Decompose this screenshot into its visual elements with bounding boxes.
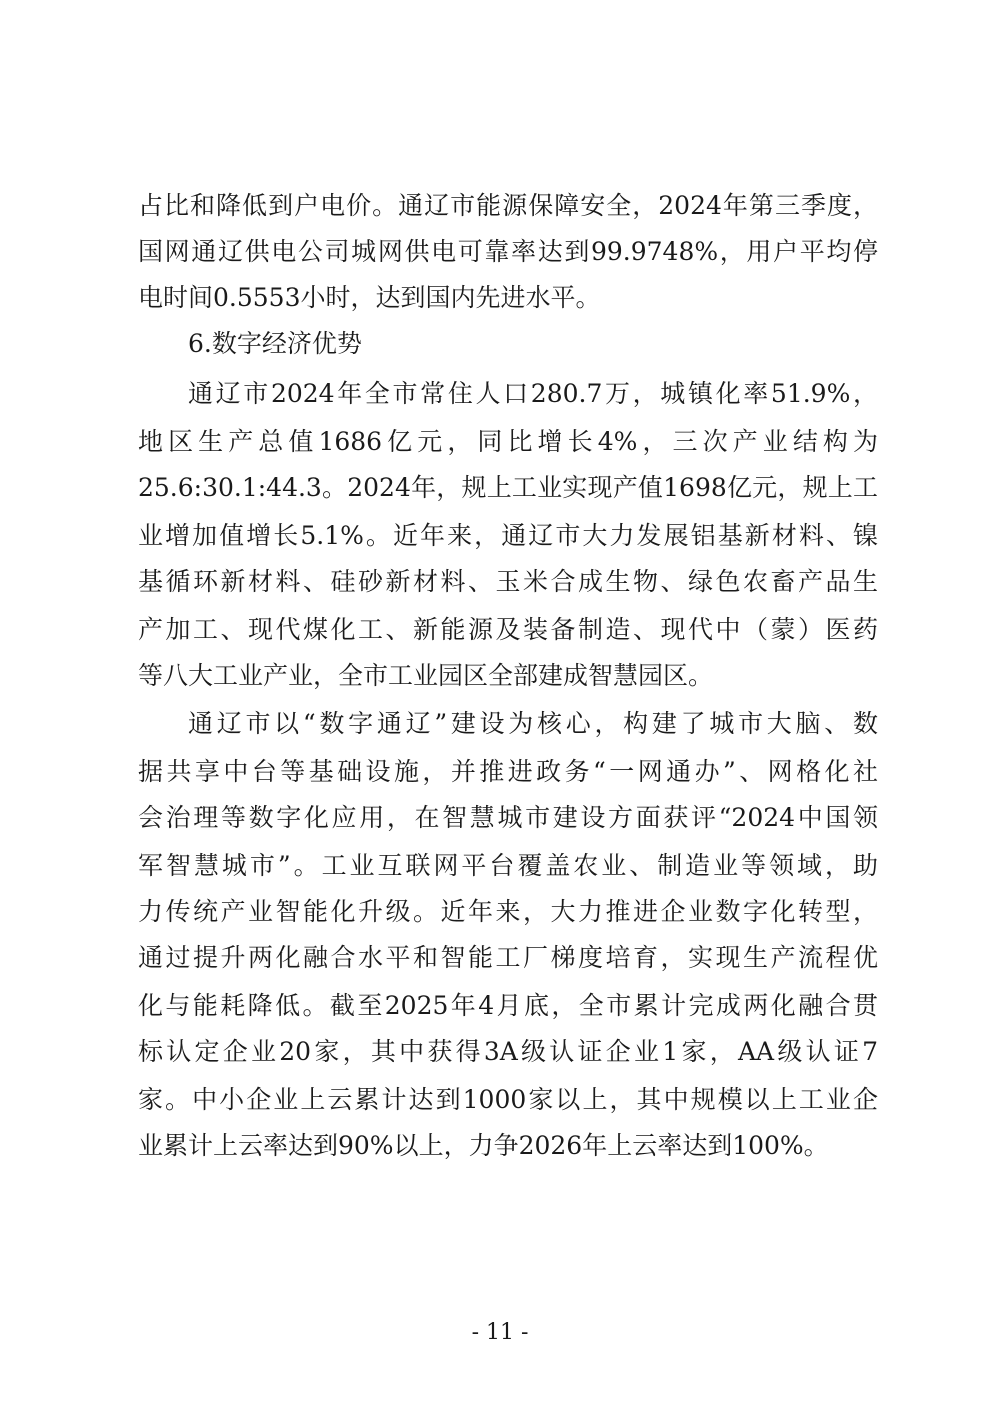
- paragraph-line: 据共享中台等基础设施，并推进政务“一网通办”、网格化社: [138, 757, 878, 786]
- paragraph-line: 业增加值增长5.1%。近年来，通辽市大力发展铝基新材料、镍: [138, 521, 878, 550]
- paragraph-line: 等八大工业产业，全市工业园区全部建成智慧园区。: [138, 661, 714, 690]
- paragraph-line: 化与能耗降低。截至2025年4月底，全市累计完成两化融合贯: [138, 991, 878, 1020]
- paragraph-line: 军智慧城市”。工业互联网平台覆盖农业、制造业等领域，助: [138, 851, 878, 880]
- paragraph-line: 业累计上云率达到90%以上，力争2026年上云率达到100%。: [138, 1131, 829, 1160]
- paragraph-line: 国网通辽供电公司城网供电可靠率达到99.9748%，用户平均停: [138, 237, 878, 266]
- section-heading: 6.数字经济优势: [188, 329, 362, 358]
- paragraph-line: 会治理等数字化应用，在智慧城市建设方面获评“2024中国领: [138, 803, 878, 832]
- paragraph-line: 电时间0.5553小时，达到国内先进水平。: [138, 283, 601, 312]
- paragraph-line: 产加工、现代煤化工、新能源及装备制造、现代中（蒙）医药: [138, 615, 878, 644]
- paragraph-line: 家。中小企业上云累计达到1000家以上，其中规模以上工业企: [138, 1085, 878, 1114]
- paragraph-line: 通过提升两化融合水平和智能工厂梯度培育，实现生产流程优: [138, 943, 878, 972]
- paragraph-line: 基循环新材料、硅砂新材料、玉米合成生物、绿色农畜产品生: [138, 567, 878, 596]
- paragraph-line: 通辽市以“数字通辽”建设为核心，构建了城市大脑、数: [188, 709, 878, 738]
- paragraph-line: 标认定企业20家，其中获得3A级认证企业1家，AA级认证7: [138, 1037, 878, 1066]
- paragraph-line: 地区生产总值1686亿元，同比增长4%，三次产业结构为: [138, 427, 878, 456]
- paragraph-line: 占比和降低到户电价。通辽市能源保障安全，2024年第三季度，: [138, 191, 878, 220]
- page-number: - 11 -: [471, 1320, 529, 1345]
- paragraph-line: 25.6:30.1:44.3。2024年，规上工业实现产值1698亿元，规上工: [138, 473, 878, 502]
- paragraph-line: 通辽市2024年全市常住人口280.7万，城镇化率51.9%，: [188, 379, 878, 408]
- paragraph-line: 力传统产业智能化升级。近年来，大力推进企业数字化转型，: [138, 897, 878, 926]
